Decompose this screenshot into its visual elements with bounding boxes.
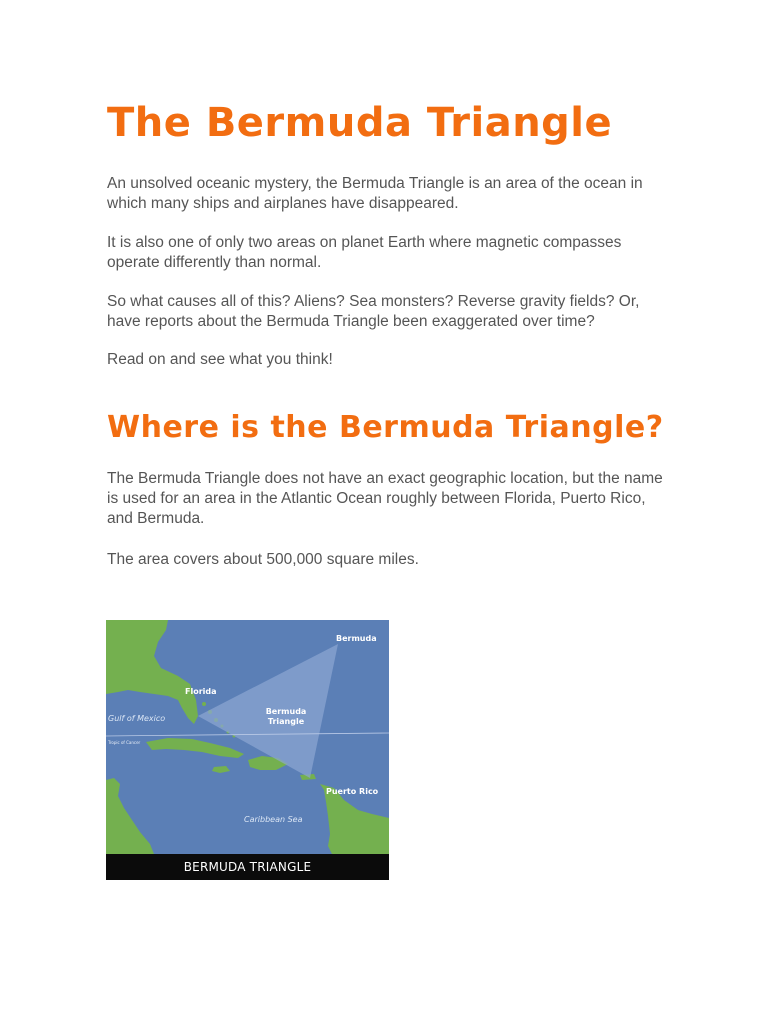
- map-label-gulf-of-mexico: Gulf of Mexico: [108, 714, 166, 723]
- map-label-triangle-line2: Triangle: [267, 717, 305, 726]
- intro-paragraph: Read on and see what you think!: [107, 351, 333, 368]
- map-label-tropic-of-cancer: Tropic of Cancer: [108, 740, 141, 745]
- intro-paragraph: It is also one of only two areas on planet Earth where magnetic compasses operate differently than normal.: [107, 234, 622, 271]
- map-label-puerto-rico: Puerto Rico: [326, 787, 379, 796]
- section-paragraph: The Bermuda Triangle does not have an exact geographic location, but the name is used for an area in the Atlantic Ocean roughly between Florida, Puerto Rico, and Bermuda.: [107, 470, 663, 527]
- map-label-bermuda-triangle: [262, 707, 310, 727]
- section-paragraph: The area covers about 500,000 square miles.: [107, 551, 419, 568]
- bermuda-triangle-map: [106, 620, 389, 880]
- map-label-bermuda: Bermuda: [336, 634, 377, 643]
- map-label-caribbean-sea: Caribbean Sea: [244, 815, 303, 824]
- map-label-florida: Florida: [185, 687, 217, 696]
- intro-paragraph: An unsolved oceanic mystery, the Bermuda Triangle is an area of the ocean in which many ships and airplanes have disappeared.: [107, 175, 643, 212]
- map-label-triangle-line1: Bermuda: [265, 707, 307, 716]
- page-title: The Bermuda Triangle: [107, 100, 613, 146]
- bahamas-island: [202, 702, 206, 706]
- section-heading: Where is the Bermuda Triangle?: [107, 410, 664, 445]
- map-caption: BERMUDA TRIANGLE: [183, 860, 312, 874]
- intro-paragraph: So what causes all of this? Aliens? Sea monsters? Reverse gravity fields? Or, have reports about the Bermuda Triangle been exaggerated over time?: [107, 293, 640, 330]
